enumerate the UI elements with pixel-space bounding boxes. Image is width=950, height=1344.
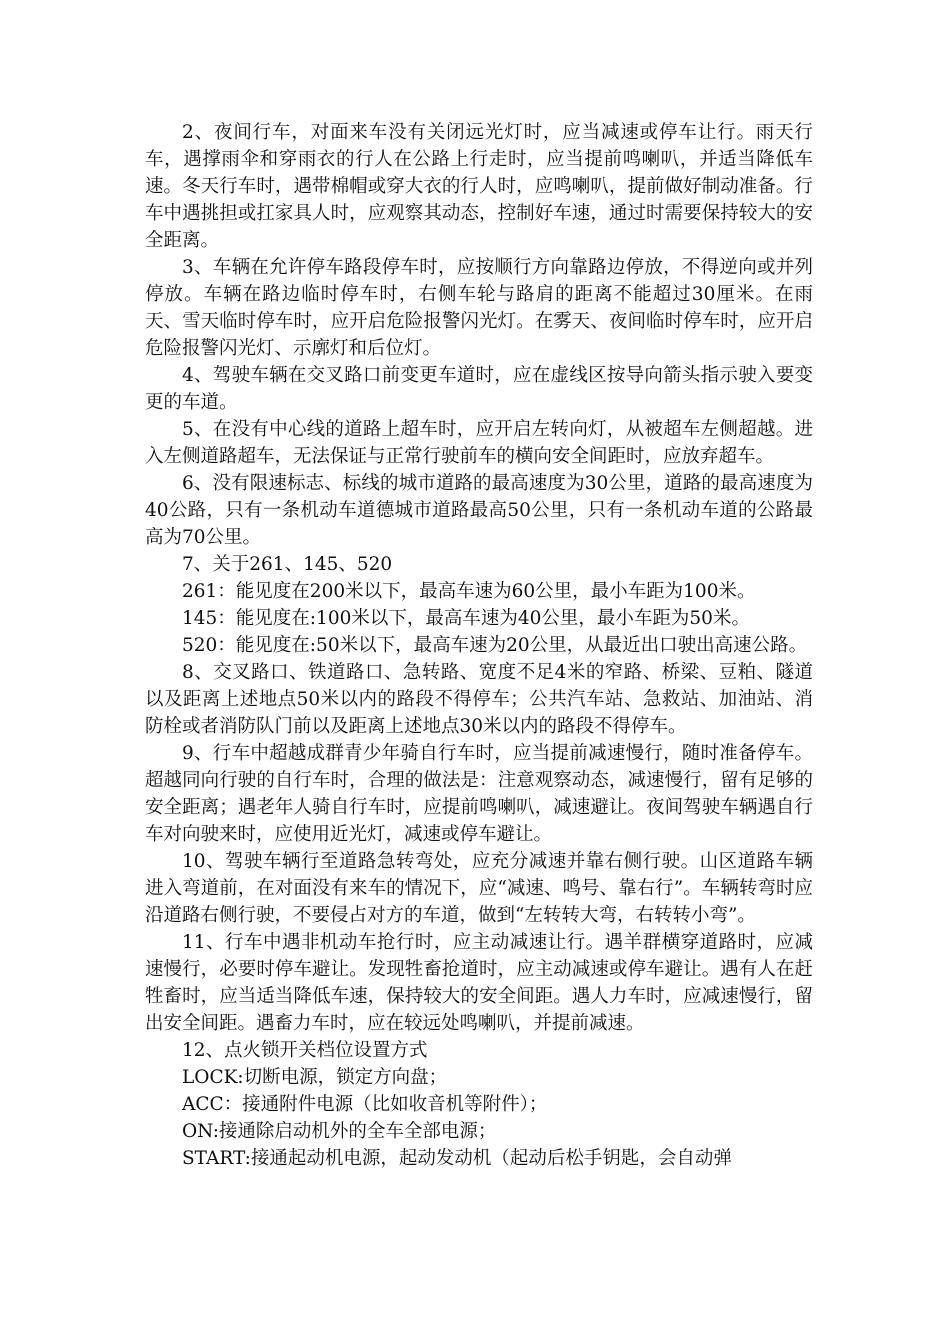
paragraph-12-heading: 12、点火锁开关档位设置方式	[182, 1040, 428, 1061]
paragraph-lock: LOCK:切断电源，锁定方向盘；	[182, 1067, 448, 1088]
paragraph-8: 8、交叉路口、铁道路口、急转路、宽度不足4米的窄路、桥梁、豆粕、隧道以及距离上述地点50米以内的路段不得停车；公共汽车站、急救站、加油站、消防栓或者消防队门前以及距离上述地点30米以内的路段不得停车。	[145, 662, 813, 737]
paragraph-9: 9、行车中超越成群青少年骑自行车时，应当提前减速慢行，随时准备停车。超越同向行驶的自行车时，合理的做法是：注意观察动态，减速慢行，留有足够的安全距离；遇老年人骑自行车时，应提前鸣喇叭，减速避让。夜间驾驶车辆遇自行车对向驶来时，应使用近光灯，减速或停车避让。	[145, 743, 813, 845]
paragraph-145: 145：能见度在:100米以下，最高车速为40公里，最小车距为50米。	[182, 608, 750, 629]
paragraph-520: 520：能见度在:50米以下，最高车速为20公里，从最近出口驶出高速公路。	[182, 635, 808, 656]
paragraph-7-heading: 7、关于261、145、520	[182, 554, 393, 575]
paragraph-5: 5、在没有中心线的道路上超车时，应开启左转向灯，从被超车左侧超越。进入左侧道路超车，无法保证与正常行驶前车的横向安全间距时，应放弃超车。	[145, 419, 813, 467]
paragraph-acc: ACC：接通附件电源（比如收音机等附件）；	[182, 1094, 548, 1115]
paragraph-6: 6、没有限速标志、标线的城市道路的最高速度为30公里，道路的最高速度为40公路，只有一条机动车道德城市道路最高50公里，只有一条机动车道的公路最高为70公里。	[145, 473, 813, 548]
paragraph-2: 2、夜间行车，对面来车没有关闭远光灯时，应当减速或停车让行。雨天行车，遇撑雨伞和穿雨衣的行人在公路上行走时，应当提前鸣喇叭，并适当降低车速。冬天行车时，遇带棉帽或穿大衣的行人时，应鸣喇叭，提前做好制动准备。行车中遇挑担或扛家具人时，应观察其动态，控制好车速，通过时需要保持较大的安全距离。	[145, 122, 813, 251]
paragraph-10: 10、驾驶车辆行至道路急转弯处，应充分减速并靠右侧行驶。山区道路车辆进入弯道前，在对面没有来车的情况下，应“减速、鸣号、靠右行”。车辆转弯时应沿道路右侧行驶，不要侵占对方的车道，做到“左转转大弯，右转转小弯”。	[145, 851, 813, 926]
document-body	[145, 119, 813, 1172]
paragraph-start: START:接通起动机电源，起动发动机（起动后松手钥匙，会自动弹	[182, 1148, 732, 1169]
paragraph-11: 11、行车中遇非机动车抢行时，应主动减速让行。遇羊群横穿道路时，应减速慢行，必要时停车避让。发现牲畜抢道时，应主动减速或停车避让。遇有人在赶牲畜时，应当适当降低车速，保持较大的安全间距。遇人力车时，应减速慢行，留出安全间距。遇畜力车时，应在较远处鸣喇叭，并提前减速。	[145, 932, 813, 1034]
paragraph-3: 3、车辆在允许停车路段停车时，应按顺行方向靠路边停放，不得逆向或并列停放。车辆在路边临时停车时，右侧车轮与路肩的距离不能超过30厘米。在雨天、雪天临时停车时，应开启危险报警闪光灯。在雾天、夜间临时停车时，应开启危险报警闪光灯、示廓灯和后位灯。	[145, 257, 813, 359]
paragraph-4: 4、驾驶车辆在交叉路口前变更车道时，应在虚线区按导向箭头指示驶入要变更的车道。	[145, 365, 813, 413]
paragraph-on: ON:接通除启动机外的全车全部电源；	[182, 1121, 497, 1142]
paragraph-261: 261：能见度在200米以下，最高车速为60公里，最小车距为100米。	[182, 581, 756, 602]
